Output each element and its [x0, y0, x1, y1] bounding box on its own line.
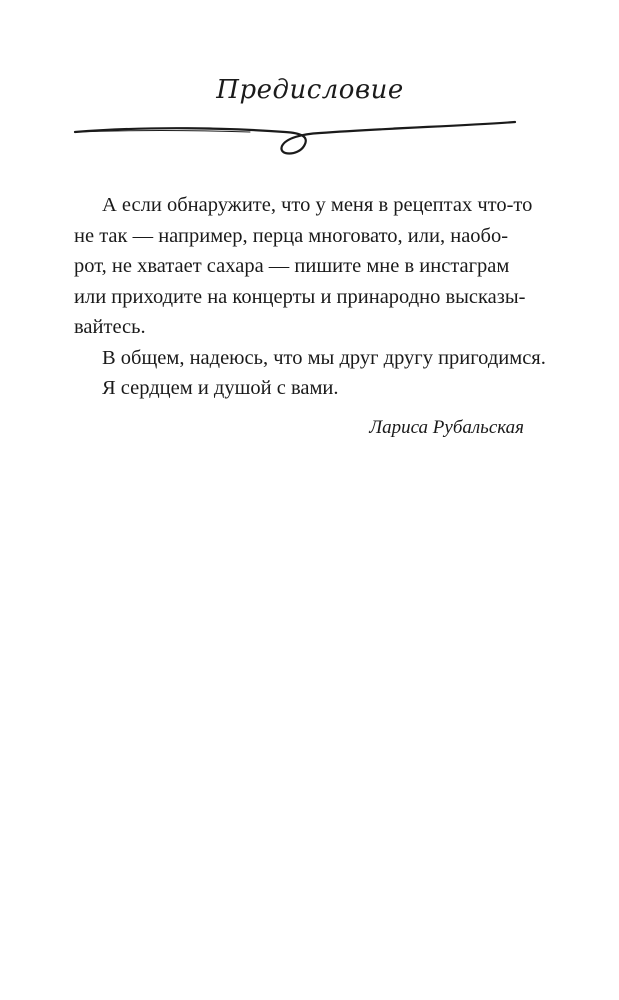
text-line: не так — например, перца многовато, или, наобо-: [74, 224, 509, 247]
text-line: А если обнаружите, что у меня в рецептах что-то: [102, 194, 533, 216]
text-line: или приходите на концерты и принародно высказы-: [74, 285, 526, 308]
body-text: [74, 190, 544, 404]
paragraph: Я сердцем и душой с вами.: [102, 377, 339, 399]
paragraph: В общем, надеюсь, что мы друг другу пригодимся.: [102, 346, 546, 369]
chapter-title: Предисловие: [216, 75, 404, 105]
author-signature: Лариса Рубальская: [369, 417, 524, 438]
text-line: вайтесь.: [74, 316, 146, 338]
text-line: рот, не хватает сахара — пишите мне в инстаграм: [74, 255, 510, 277]
decorative-flourish-divider: [70, 112, 520, 167]
